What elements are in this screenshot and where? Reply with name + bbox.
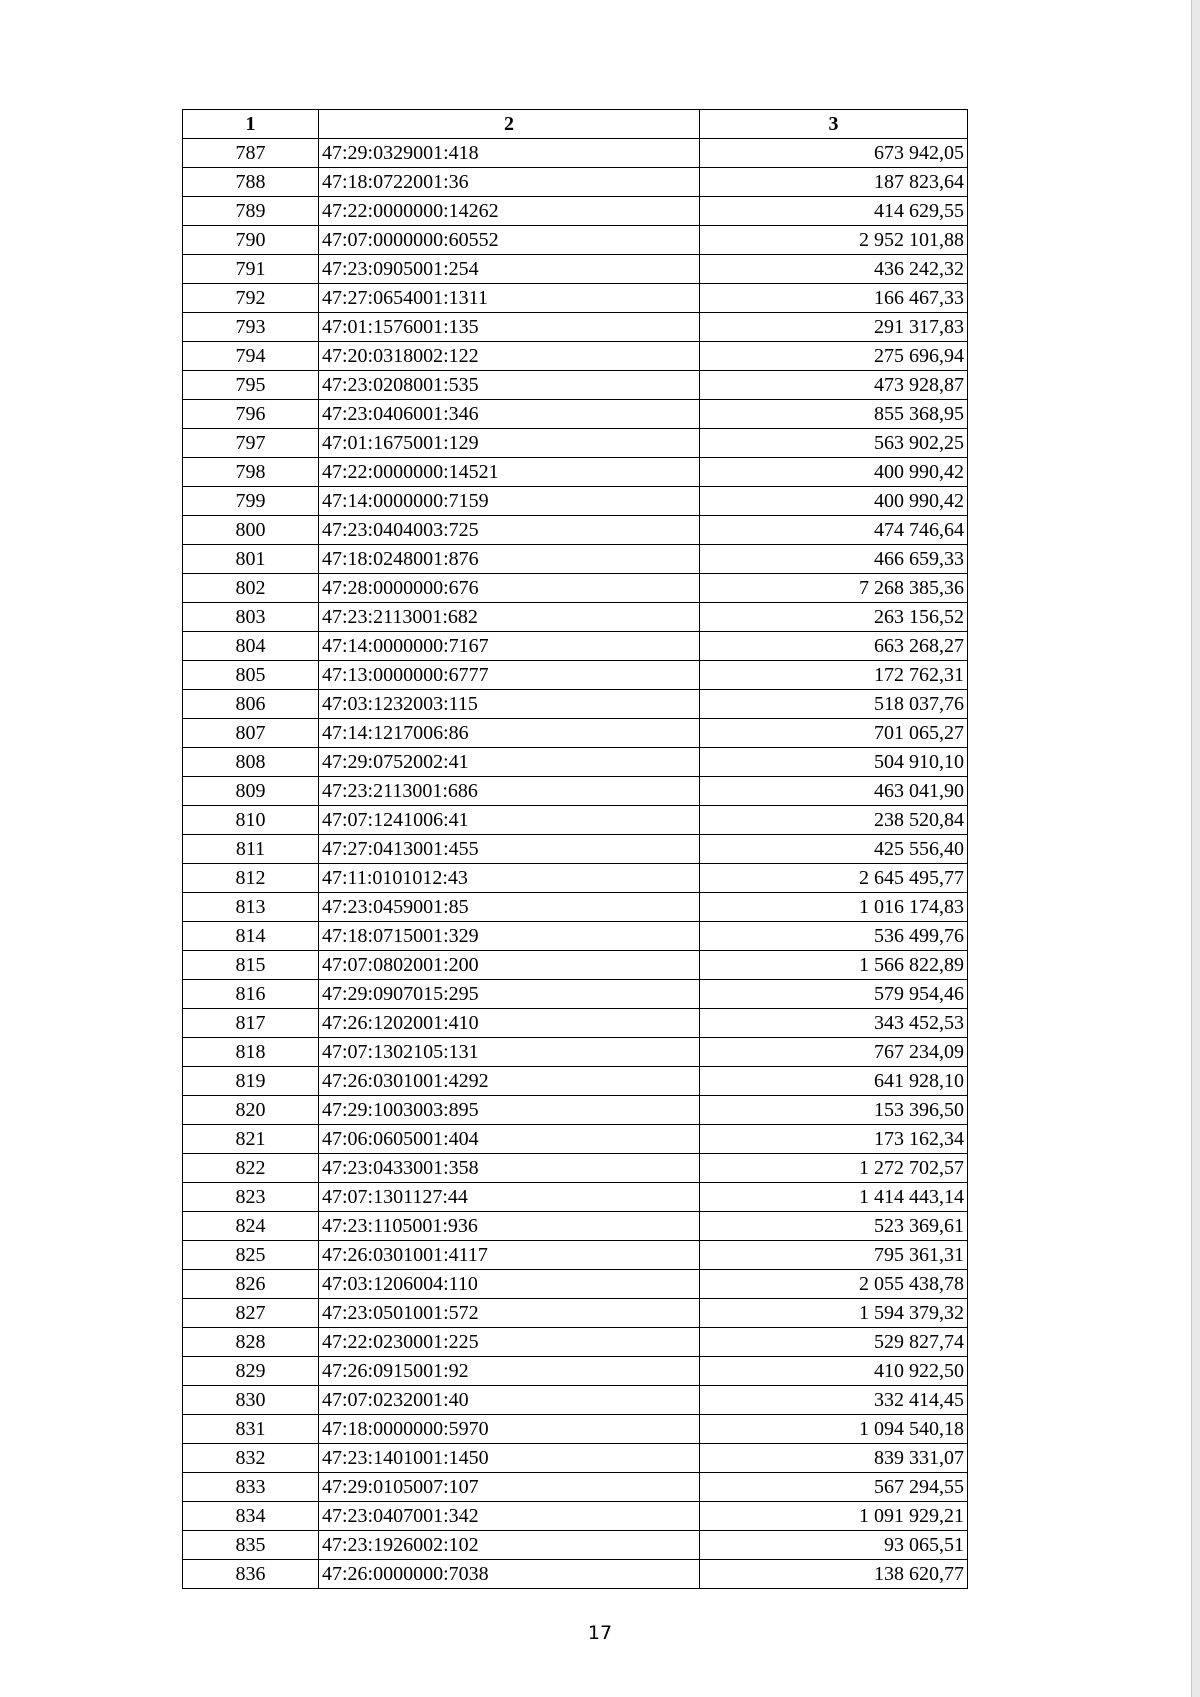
cadastral-number-cell: 47:27:0654001:1311: [319, 284, 700, 313]
table-row: [183, 1386, 968, 1415]
cadastral-number-cell: 47:07:1302105:131: [319, 1038, 700, 1067]
row-number-cell: 822: [183, 1154, 319, 1183]
viewer-scroll-strip: [1191, 0, 1200, 1697]
cadastral-number-cell: 47:14:1217006:86: [319, 719, 700, 748]
value-cell: 138 620,77: [700, 1560, 968, 1589]
row-number-cell: 815: [183, 951, 319, 980]
cadastral-number-cell: 47:18:0715001:329: [319, 922, 700, 951]
table-row: [183, 603, 968, 632]
table-row: [183, 429, 968, 458]
cadastral-number-cell: 47:23:2113001:682: [319, 603, 700, 632]
cadastral-number-cell: 47:29:0105007:107: [319, 1473, 700, 1502]
cadastral-number-cell: 47:23:0433001:358: [319, 1154, 700, 1183]
row-number-cell: 803: [183, 603, 319, 632]
header-col-1: 1: [183, 110, 319, 139]
table-row: [183, 1502, 968, 1531]
table-row: [183, 1154, 968, 1183]
table-row: [183, 1009, 968, 1038]
cadastral-number-cell: 47:29:0329001:418: [319, 139, 700, 168]
row-number-cell: 817: [183, 1009, 319, 1038]
cadastral-number-cell: 47:01:1576001:135: [319, 313, 700, 342]
row-number-cell: 794: [183, 342, 319, 371]
table-row: [183, 1560, 968, 1589]
table-row: [183, 1473, 968, 1502]
cadastral-number-cell: 47:29:0752002:41: [319, 748, 700, 777]
value-cell: 855 368,95: [700, 400, 968, 429]
cadastral-number-cell: 47:23:0208001:535: [319, 371, 700, 400]
row-number-cell: 830: [183, 1386, 319, 1415]
cadastral-number-cell: 47:28:0000000:676: [319, 574, 700, 603]
value-cell: 474 746,64: [700, 516, 968, 545]
row-number-cell: 811: [183, 835, 319, 864]
table-row: [183, 313, 968, 342]
row-number-cell: 833: [183, 1473, 319, 1502]
row-number-cell: 827: [183, 1299, 319, 1328]
value-cell: 1 272 702,57: [700, 1154, 968, 1183]
row-number-cell: 823: [183, 1183, 319, 1212]
table-row: [183, 284, 968, 313]
cadastral-number-cell: 47:22:0000000:14262: [319, 197, 700, 226]
header-col-2: 2: [319, 110, 700, 139]
header-col-3: 3: [700, 110, 968, 139]
cadastral-number-cell: 47:22:0000000:14521: [319, 458, 700, 487]
row-number-cell: 798: [183, 458, 319, 487]
table-row: [183, 487, 968, 516]
row-number-cell: 807: [183, 719, 319, 748]
row-number-cell: 834: [183, 1502, 319, 1531]
value-cell: 166 467,33: [700, 284, 968, 313]
table-row: [183, 719, 968, 748]
cadastral-number-cell: 47:18:0722001:36: [319, 168, 700, 197]
cadastral-number-cell: 47:23:0406001:346: [319, 400, 700, 429]
table-row: [183, 458, 968, 487]
cadastral-number-cell: 47:26:0000000:7038: [319, 1560, 700, 1589]
row-number-cell: 801: [183, 545, 319, 574]
cadastral-number-cell: 47:23:1401001:1450: [319, 1444, 700, 1473]
row-number-cell: 796: [183, 400, 319, 429]
value-cell: 173 162,34: [700, 1125, 968, 1154]
table-row: [183, 864, 968, 893]
row-number-cell: 821: [183, 1125, 319, 1154]
row-number-cell: 793: [183, 313, 319, 342]
cadastral-number-cell: 47:18:0000000:5970: [319, 1415, 700, 1444]
cadastral-number-cell: 47:22:0230001:225: [319, 1328, 700, 1357]
cadastral-number-cell: 47:23:0404003:725: [319, 516, 700, 545]
cadastral-number-cell: 47:29:1003003:895: [319, 1096, 700, 1125]
table-row: [183, 980, 968, 1009]
table-row: [183, 1212, 968, 1241]
table-row: [183, 168, 968, 197]
value-cell: 839 331,07: [700, 1444, 968, 1473]
value-cell: 701 065,27: [700, 719, 968, 748]
value-cell: 414 629,55: [700, 197, 968, 226]
row-number-cell: 802: [183, 574, 319, 603]
cadastral-number-cell: 47:26:0301001:4292: [319, 1067, 700, 1096]
value-cell: 563 902,25: [700, 429, 968, 458]
row-number-cell: 818: [183, 1038, 319, 1067]
value-cell: 332 414,45: [700, 1386, 968, 1415]
cadastral-number-cell: 47:06:0605001:404: [319, 1125, 700, 1154]
table-row: [183, 1067, 968, 1096]
value-cell: 767 234,09: [700, 1038, 968, 1067]
value-cell: 172 762,31: [700, 661, 968, 690]
row-number-cell: 800: [183, 516, 319, 545]
table-row: [183, 516, 968, 545]
value-cell: 263 156,52: [700, 603, 968, 632]
page-number: 17: [587, 1622, 613, 1644]
value-cell: 2 952 101,88: [700, 226, 968, 255]
row-number-cell: 788: [183, 168, 319, 197]
value-cell: 425 556,40: [700, 835, 968, 864]
cadastral-number-cell: 47:23:0501001:572: [319, 1299, 700, 1328]
cadastral-number-cell: 47:23:0459001:85: [319, 893, 700, 922]
row-number-cell: 836: [183, 1560, 319, 1589]
value-cell: 436 242,32: [700, 255, 968, 284]
value-cell: 2 645 495,77: [700, 864, 968, 893]
row-number-cell: 813: [183, 893, 319, 922]
row-number-cell: 804: [183, 632, 319, 661]
table-row: [183, 922, 968, 951]
row-number-cell: 799: [183, 487, 319, 516]
table-row: [183, 400, 968, 429]
table-row: [183, 1328, 968, 1357]
cadastral-number-cell: 47:18:0248001:876: [319, 545, 700, 574]
table-row: [183, 342, 968, 371]
cadastral-number-cell: 47:07:0232001:40: [319, 1386, 700, 1415]
table-row: [183, 777, 968, 806]
table-row: [183, 1444, 968, 1473]
value-cell: 153 396,50: [700, 1096, 968, 1125]
cadastral-number-cell: 47:07:0802001:200: [319, 951, 700, 980]
cadastral-number-cell: 47:23:2113001:686: [319, 777, 700, 806]
value-cell: 1 414 443,14: [700, 1183, 968, 1212]
row-number-cell: 789: [183, 197, 319, 226]
cadastral-number-cell: 47:11:0101012:43: [319, 864, 700, 893]
cadastral-number-cell: 47:07:0000000:60552: [319, 226, 700, 255]
table-row: [183, 1125, 968, 1154]
value-cell: 7 268 385,36: [700, 574, 968, 603]
table-row: [183, 197, 968, 226]
table-row: [183, 835, 968, 864]
cadastral-number-cell: 47:26:0301001:4117: [319, 1241, 700, 1270]
cadastral-number-cell: 47:23:0407001:342: [319, 1502, 700, 1531]
value-cell: 93 065,51: [700, 1531, 968, 1560]
table-row: [183, 545, 968, 574]
cadastral-number-cell: 47:13:0000000:6777: [319, 661, 700, 690]
cadastral-number-cell: 47:23:1105001:936: [319, 1212, 700, 1241]
row-number-cell: 832: [183, 1444, 319, 1473]
cadastral-number-cell: 47:14:0000000:7159: [319, 487, 700, 516]
cadastral-number-cell: 47:23:0905001:254: [319, 255, 700, 284]
table-row: [183, 1531, 968, 1560]
row-number-cell: 825: [183, 1241, 319, 1270]
table-row: [183, 371, 968, 400]
value-cell: 1 016 174,83: [700, 893, 968, 922]
table-row: [183, 632, 968, 661]
value-cell: 473 928,87: [700, 371, 968, 400]
value-cell: 641 928,10: [700, 1067, 968, 1096]
row-number-cell: 816: [183, 980, 319, 1009]
cadastral-number-cell: 47:20:0318002:122: [319, 342, 700, 371]
table-row: [183, 1183, 968, 1212]
table-row: [183, 748, 968, 777]
cadastral-number-cell: 47:26:0915001:92: [319, 1357, 700, 1386]
value-cell: 400 990,42: [700, 458, 968, 487]
table-row: [183, 1038, 968, 1067]
cadastral-number-cell: 47:26:1202001:410: [319, 1009, 700, 1038]
table-row: [183, 255, 968, 284]
value-cell: 579 954,46: [700, 980, 968, 1009]
value-cell: 1 566 822,89: [700, 951, 968, 980]
value-cell: 275 696,94: [700, 342, 968, 371]
table-body: [183, 139, 968, 1589]
value-cell: 1 091 929,21: [700, 1502, 968, 1531]
cadastral-number-cell: 47:27:0413001:455: [319, 835, 700, 864]
table-row: [183, 139, 968, 168]
row-number-cell: 831: [183, 1415, 319, 1444]
row-number-cell: 820: [183, 1096, 319, 1125]
row-number-cell: 824: [183, 1212, 319, 1241]
row-number-cell: 809: [183, 777, 319, 806]
table-row: [183, 690, 968, 719]
table-row: [183, 1270, 968, 1299]
row-number-cell: 829: [183, 1357, 319, 1386]
value-cell: 1 594 379,32: [700, 1299, 968, 1328]
row-number-cell: 814: [183, 922, 319, 951]
table-row: [183, 951, 968, 980]
row-number-cell: 792: [183, 284, 319, 313]
table-row: [183, 1415, 968, 1444]
cadastral-number-cell: 47:14:0000000:7167: [319, 632, 700, 661]
table-row: [183, 806, 968, 835]
value-cell: 2 055 438,78: [700, 1270, 968, 1299]
value-cell: 291 317,83: [700, 313, 968, 342]
row-number-cell: 819: [183, 1067, 319, 1096]
cadastral-number-cell: 47:03:1232003:115: [319, 690, 700, 719]
value-cell: 400 990,42: [700, 487, 968, 516]
value-cell: 410 922,50: [700, 1357, 968, 1386]
value-cell: 1 094 540,18: [700, 1415, 968, 1444]
row-number-cell: 797: [183, 429, 319, 458]
value-cell: 504 910,10: [700, 748, 968, 777]
row-number-cell: 791: [183, 255, 319, 284]
row-number-cell: 795: [183, 371, 319, 400]
row-number-cell: 835: [183, 1531, 319, 1560]
value-cell: 343 452,53: [700, 1009, 968, 1038]
table-row: [183, 1096, 968, 1125]
value-cell: 518 037,76: [700, 690, 968, 719]
value-cell: 466 659,33: [700, 545, 968, 574]
cadastral-number-cell: 47:07:1301127:44: [319, 1183, 700, 1212]
value-cell: 663 268,27: [700, 632, 968, 661]
value-cell: 463 041,90: [700, 777, 968, 806]
table-row: [183, 661, 968, 690]
cadastral-number-cell: 47:07:1241006:41: [319, 806, 700, 835]
value-cell: 567 294,55: [700, 1473, 968, 1502]
cadastral-value-table: [182, 109, 968, 1589]
cadastral-number-cell: 47:03:1206004:110: [319, 1270, 700, 1299]
table-header-row: [183, 110, 968, 139]
value-cell: 795 361,31: [700, 1241, 968, 1270]
value-cell: 523 369,61: [700, 1212, 968, 1241]
value-cell: 238 520,84: [700, 806, 968, 835]
cadastral-number-cell: 47:01:1675001:129: [319, 429, 700, 458]
table-row: [183, 893, 968, 922]
value-cell: 673 942,05: [700, 139, 968, 168]
table-row: [183, 574, 968, 603]
row-number-cell: 790: [183, 226, 319, 255]
value-cell: 536 499,76: [700, 922, 968, 951]
row-number-cell: 808: [183, 748, 319, 777]
cadastral-number-cell: 47:29:0907015:295: [319, 980, 700, 1009]
row-number-cell: 805: [183, 661, 319, 690]
table-row: [183, 1299, 968, 1328]
row-number-cell: 787: [183, 139, 319, 168]
table-row: [183, 1357, 968, 1386]
value-cell: 187 823,64: [700, 168, 968, 197]
row-number-cell: 826: [183, 1270, 319, 1299]
row-number-cell: 810: [183, 806, 319, 835]
value-cell: 529 827,74: [700, 1328, 968, 1357]
cadastral-number-cell: 47:23:1926002:102: [319, 1531, 700, 1560]
table-row: [183, 1241, 968, 1270]
row-number-cell: 806: [183, 690, 319, 719]
row-number-cell: 828: [183, 1328, 319, 1357]
row-number-cell: 812: [183, 864, 319, 893]
table-row: [183, 226, 968, 255]
